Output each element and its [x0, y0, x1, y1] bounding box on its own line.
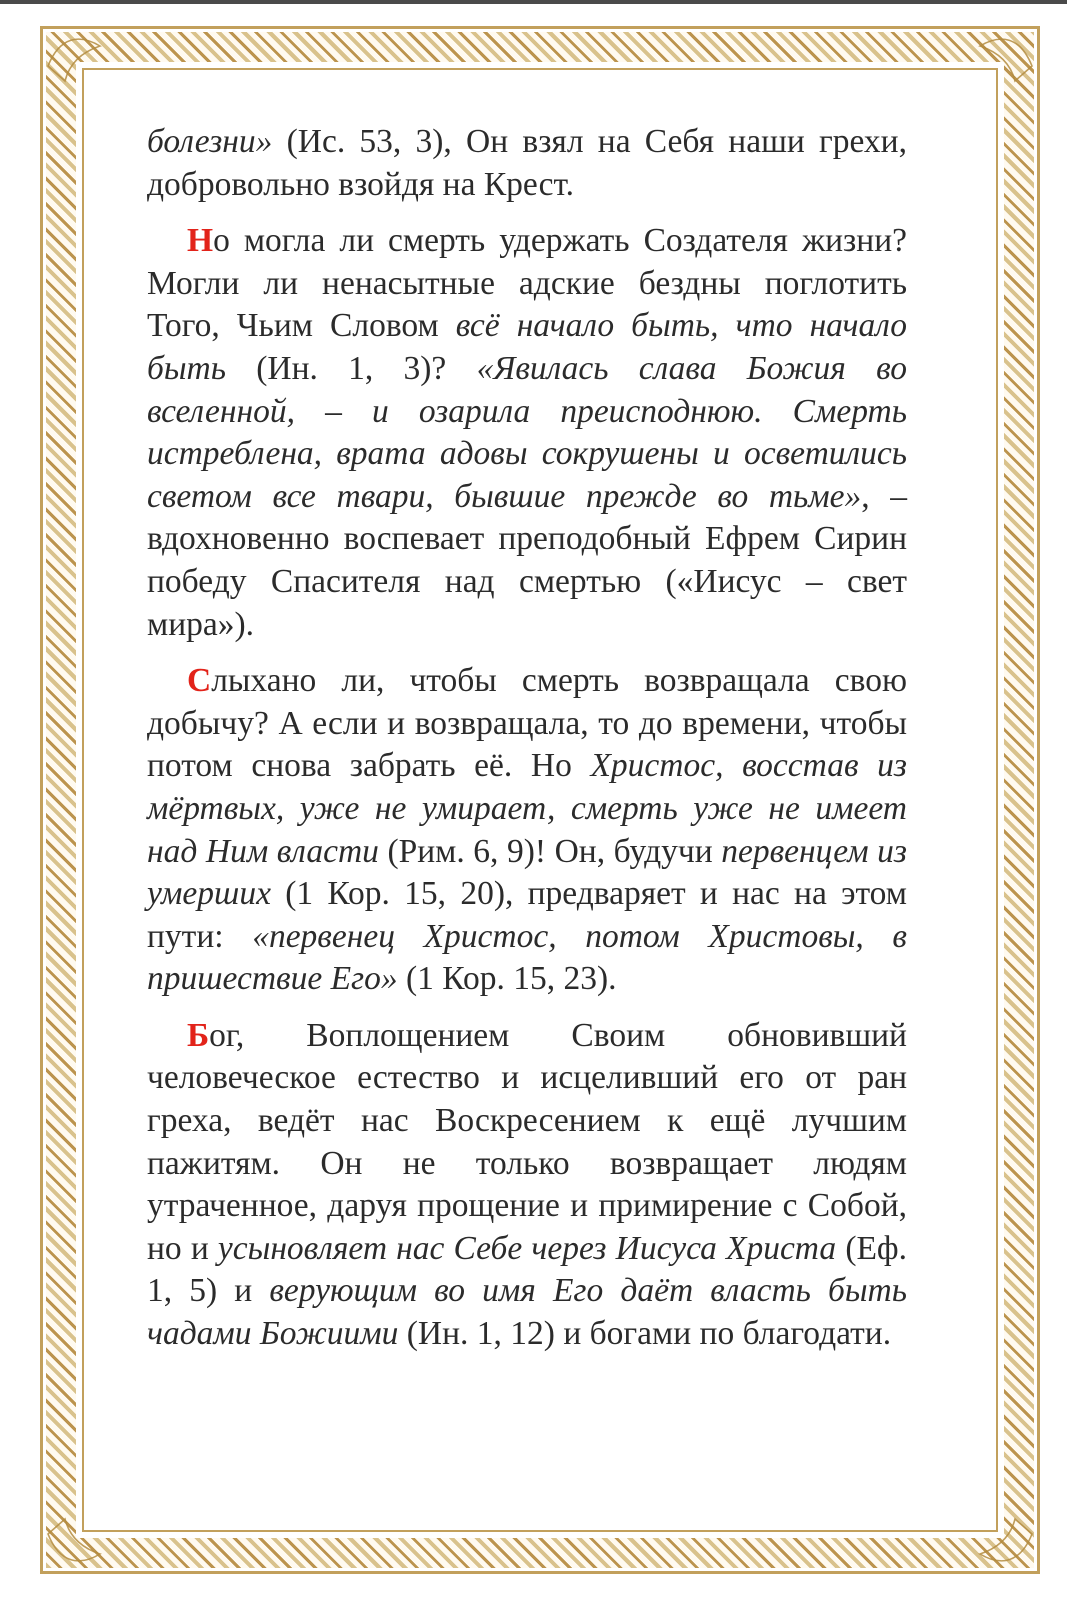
quotation-text: усыновляет нас Себе через Иисуса Христа	[217, 1229, 846, 1267]
paragraph-text: лыхано ли, чтобы смерть возвращала свою добычу? А если и возвращала, то до времени, чтобы потом снова забрать её. Но	[147, 662, 907, 785]
paragraph	[147, 1015, 907, 1356]
paragraph-text: о могла ли смерть удержать Создателя жизни? Могли ли ненасытные адские бездны поглотить Того, Чьим Словом	[147, 222, 907, 345]
body-text	[147, 121, 907, 1370]
quotation-text: «Явилась слава Божия во вселенной, – и озарила преисподнюю. Смерть истреблена, врата адовы сокрушены и осветились светом все твари, бывшие прежде во тьме»	[147, 349, 907, 515]
paragraph-text: (1 Кор. 15, 23).	[405, 960, 617, 998]
quotation-text: всё начало быть, что начало быть	[147, 307, 907, 387]
drop-initial: С	[187, 662, 212, 700]
paragraph-text: (Ин. 1, 12) и богами по благодати.	[406, 1315, 892, 1353]
paragraph-text: ог, Воплощением Своим обновивший человеческое естество и исцеливший его от ран греха, ведёт нас Воскресением к ещё лучшим пажитям. Он не только возвращает людям утраченное, даруя прощение и примирение с Собой, но и	[147, 1016, 907, 1267]
paragraph-text: (Еф. 1, 5) и	[147, 1229, 908, 1310]
quotation-text: «первенец Христос, потом Христовы, в пришествие Его»	[147, 917, 907, 998]
drop-initial: Б	[187, 1016, 210, 1054]
paragraph	[147, 121, 907, 206]
quotation-text: болезни»	[147, 123, 287, 160]
paragraph-text: (Ин. 1, 3)?	[256, 349, 477, 387]
paragraph-text: , – вдохновенно воспевает преподобный Ефрем Сирин победу Спасителя над смертью («Иисус – свет мира»).	[147, 477, 907, 643]
paragraph-text: (Ис. 53, 3), Он взял на Себя наши грехи, добровольно взойдя на Крест.	[147, 123, 907, 203]
paragraph-text: (1 Кор. 15, 20), предваряет и нас на этом пути:	[147, 875, 907, 955]
quotation-text: верующим во имя Его даёт власть быть чадами Божиими	[147, 1272, 907, 1353]
page-top-edge	[0, 0, 1067, 4]
quotation-text: первенцем из умерших	[147, 832, 907, 913]
drop-initial: Н	[187, 222, 214, 260]
paragraph	[147, 660, 907, 1001]
quotation-text: Христос, восстав из мёртвых, уже не умирает, смерть уже не имеет над Ним власти	[147, 747, 907, 870]
paragraph	[147, 220, 907, 646]
paragraph-text: (Рим. 6, 9)! Он, будучи	[387, 832, 722, 870]
